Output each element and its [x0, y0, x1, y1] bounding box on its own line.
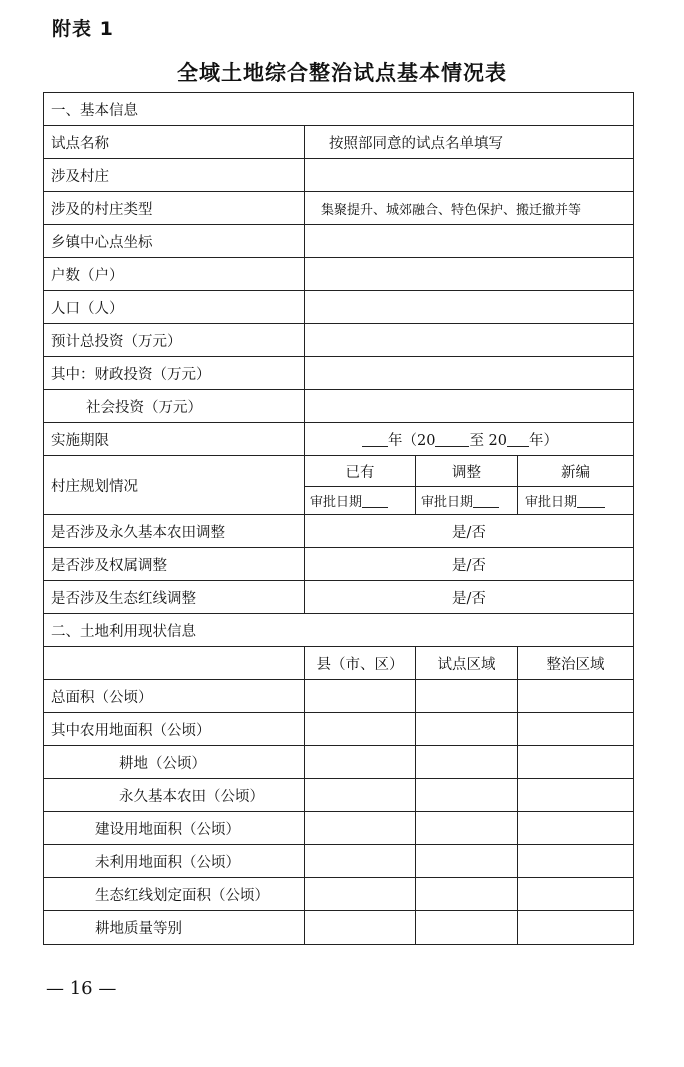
input-cell[interactable]: [518, 812, 634, 845]
table-row: [44, 126, 634, 159]
start-year-blank[interactable]: [435, 432, 469, 447]
row-label: 涉及的村庄类型: [44, 192, 305, 225]
section-heading: 二、土地利用现状信息: [44, 614, 634, 647]
date-blank[interactable]: [577, 493, 605, 508]
row-label: 试点名称: [44, 126, 305, 159]
row-label: 户数（户）: [44, 258, 305, 291]
table-row: [44, 812, 634, 845]
table-row: [44, 291, 634, 324]
table-row: [44, 911, 634, 945]
input-cell[interactable]: [305, 746, 416, 779]
fiscal-value[interactable]: [305, 357, 634, 390]
row-label: 永久基本农田（公顷）: [44, 779, 305, 812]
input-cell[interactable]: [416, 845, 518, 878]
table-row: [44, 713, 634, 746]
plan-new-header: 新编: [518, 456, 634, 487]
row-label: 村庄规划情况: [44, 456, 305, 515]
input-cell[interactable]: [416, 680, 518, 713]
input-cell[interactable]: [305, 713, 416, 746]
eco-redline-choice[interactable]: 是/否: [305, 581, 634, 614]
table-row: [44, 845, 634, 878]
input-cell[interactable]: [416, 812, 518, 845]
date-blank[interactable]: [362, 493, 388, 508]
section-basic-info-row: [44, 93, 634, 126]
table-row: [44, 746, 634, 779]
date-blank[interactable]: [473, 493, 499, 508]
row-label: 是否涉及永久基本农田调整: [44, 515, 305, 548]
village-type-value[interactable]: 集聚提升、城郊融合、特色保护、搬迁撤并等: [305, 192, 634, 225]
section-land-use-row: [44, 614, 634, 647]
row-label: 乡镇中心点坐标: [44, 225, 305, 258]
row-label: 预计总投资（万元）: [44, 324, 305, 357]
input-cell[interactable]: [416, 713, 518, 746]
row-label: 人口（人）: [44, 291, 305, 324]
input-cell[interactable]: [305, 911, 416, 945]
row-label: 未利用地面积（公顷）: [44, 845, 305, 878]
input-cell[interactable]: [305, 845, 416, 878]
plan-new-date[interactable]: 审批日期: [518, 487, 634, 515]
social-value[interactable]: [305, 390, 634, 423]
input-cell[interactable]: [305, 812, 416, 845]
table-row: [44, 324, 634, 357]
row-label: 实施期限: [44, 423, 305, 456]
row-label: 社会投资（万元）: [44, 390, 305, 423]
plan-existing-date[interactable]: 审批日期: [305, 487, 416, 515]
input-cell[interactable]: [416, 779, 518, 812]
input-cell[interactable]: [416, 878, 518, 911]
row-label: 是否涉及生态红线调整: [44, 581, 305, 614]
year-blank[interactable]: [362, 432, 388, 447]
input-cell[interactable]: [305, 680, 416, 713]
input-cell[interactable]: [518, 680, 634, 713]
pilot-info-table: [43, 92, 634, 945]
section-heading: 一、基本信息: [44, 93, 634, 126]
input-cell[interactable]: [518, 713, 634, 746]
input-cell[interactable]: [305, 779, 416, 812]
row-label: 涉及村庄: [44, 159, 305, 192]
table-row: [44, 390, 634, 423]
row-label: 总面积（公顷）: [44, 680, 305, 713]
input-cell[interactable]: [518, 878, 634, 911]
input-cell[interactable]: [416, 911, 518, 945]
table-row: [44, 680, 634, 713]
plan-existing-header: 已有: [305, 456, 416, 487]
table-row: [44, 548, 634, 581]
population-value[interactable]: [305, 291, 634, 324]
coordinates-value[interactable]: [305, 225, 634, 258]
col-pilot-header: 试点区域: [416, 647, 518, 680]
investment-value[interactable]: [305, 324, 634, 357]
blank-header-cell: [44, 647, 305, 680]
land-use-header-row: [44, 647, 634, 680]
row-label: 其中：财政投资（万元）: [44, 357, 305, 390]
table-row: [44, 581, 634, 614]
input-cell[interactable]: [518, 779, 634, 812]
row-label: 是否涉及权属调整: [44, 548, 305, 581]
input-cell[interactable]: [416, 746, 518, 779]
villages-value[interactable]: [305, 159, 634, 192]
table-row: [44, 878, 634, 911]
row-label: 生态红线划定面积（公顷）: [44, 878, 305, 911]
period-value[interactable]: 年（20 至 20 年）: [305, 423, 634, 456]
table-row: [44, 192, 634, 225]
table-row: [44, 225, 634, 258]
row-label: 耕地质量等别: [44, 911, 305, 945]
input-cell[interactable]: [518, 845, 634, 878]
farmland-adjust-choice[interactable]: 是/否: [305, 515, 634, 548]
form-title: 全域土地综合整治试点基本情况表: [177, 61, 507, 85]
households-value[interactable]: [305, 258, 634, 291]
col-remediation-header: 整治区域: [518, 647, 634, 680]
row-label: 其中农用地面积（公顷）: [44, 713, 305, 746]
page-number: — 16 —: [46, 978, 117, 999]
plan-adjust-date[interactable]: 审批日期: [416, 487, 518, 515]
table-row: [44, 515, 634, 548]
table-row: [44, 258, 634, 291]
table-row: [44, 456, 634, 487]
input-cell[interactable]: [518, 746, 634, 779]
table-row: [44, 779, 634, 812]
row-label: 建设用地面积（公顷）: [44, 812, 305, 845]
row-label: 耕地（公顷）: [44, 746, 305, 779]
col-county-header: 县（市、区）: [305, 647, 416, 680]
end-year-blank[interactable]: [507, 432, 529, 447]
input-cell[interactable]: [518, 911, 634, 945]
table-row: [44, 423, 634, 456]
appendix-label: 附表 1: [52, 18, 114, 40]
pilot-name-value[interactable]: 按照部同意的试点名单填写: [305, 126, 634, 159]
ownership-adjust-choice[interactable]: 是/否: [305, 548, 634, 581]
table-row: [44, 357, 634, 390]
table-row: [44, 159, 634, 192]
input-cell[interactable]: [305, 878, 416, 911]
plan-adjust-header: 调整: [416, 456, 518, 487]
